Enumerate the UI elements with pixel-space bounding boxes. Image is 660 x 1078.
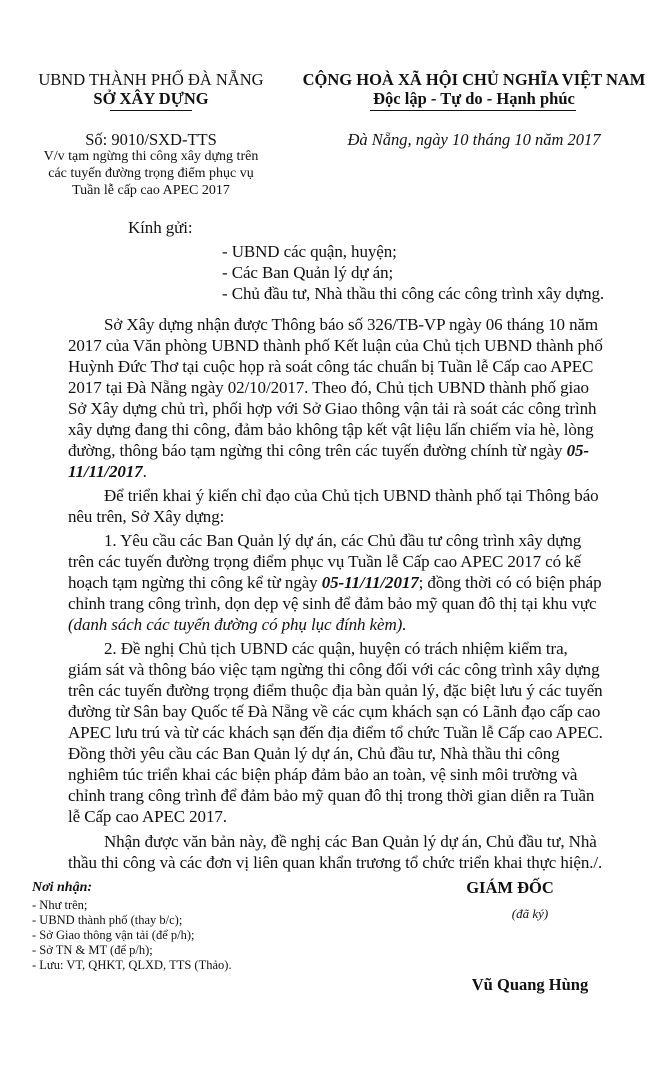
signer-name: Vũ Quang Hùng [471, 975, 589, 994]
subject-line-2: các tuyến đường trọng điểm phục vụ [48, 166, 254, 181]
header-left-underline [110, 110, 192, 111]
item-2-line: trên các tuyến đường trọng điểm thuộc địa bàn quản lý, đặc biệt lưu ý các tuyến [68, 681, 603, 700]
item-2-line: Đồng thời yêu cầu các Ban Quản lý dự án, Chủ đầu tư, Nhà thầu thi công [68, 744, 560, 763]
greeting: Kính gửi: [128, 218, 193, 237]
header-right-underline [370, 110, 576, 111]
subject-line-1: V/v tạm ngừng thi công xây dựng trên [43, 149, 259, 164]
item-1-line: trên các tuyến đường trọng điểm phục vụ Tuần lễ Cấp cao APEC 2017 có kế [68, 552, 581, 571]
paragraph-1-line: xây dựng đang thi công, đảm bảo không tập kết vật liệu lấn chiếm vỉa hè, lòng [68, 420, 594, 439]
paragraph-1-date-start: 05- [566, 441, 589, 460]
receiver-item: - UBND thành phố (thay b/c); [32, 913, 183, 927]
receiver-item: - Như trên; [32, 898, 88, 912]
org-name: UBND THÀNH PHỐ ĐÀ NẴNG [38, 70, 264, 89]
paragraph-1-period: . [142, 462, 147, 481]
paragraph-1-text: đường, thông báo tạm ngừng thi công trên các tuyến đường chính từ ngày [68, 441, 567, 460]
receivers-title: Nơi nhận: [32, 880, 93, 895]
item-1-line [68, 574, 602, 591]
paragraph-1-line [68, 463, 147, 480]
paragraph-1-line: 2017 của Văn phòng UBND thành phố Kết luận của Chủ tịch UBND thành phố [68, 336, 603, 355]
item-2-line: nghiêm túc triển khai các biện pháp đảm bảo an toàn, vệ sinh môi trường và [68, 765, 578, 784]
department-name: SỞ XÂY DỰNG [93, 89, 209, 108]
motto: Độc lập - Tự do - Hạnh phúc [373, 89, 575, 108]
paragraph-1-date-end: 11/11/2017 [68, 462, 143, 481]
item-1-text-cont: ; đồng thời có có biện pháp [418, 573, 602, 592]
item-1-line: chỉnh trang công trình, dọn dẹp vệ sinh để đảm bảo mỹ quan đô thị tại khu vực [68, 594, 597, 613]
paragraph-1-line: 2017 tại Đà Nẵng ngày 02/10/2017. Theo đó, Chủ tịch UBND thành phố giao [68, 378, 589, 397]
item-2-line: 2. Đề nghị Chủ tịch UBND các quận, huyện có trách nhiệm kiểm tra, [104, 639, 568, 658]
subject-line-3: Tuần lễ cấp cao APEC 2017 [72, 183, 230, 198]
recipient-item: - Chủ đầu tư, Nhà thầu thi công các công trình xây dựng. [222, 284, 605, 303]
document-number: Số: 9010/SXD-TTS [85, 130, 217, 149]
receiver-item: - Lưu: VT, QHKT, QLXD, TTS (Thảo). [32, 958, 232, 972]
paragraph-2-line: nêu trên, Sở Xây dựng: [68, 507, 225, 526]
receiver-item: - Sở Giao thông vận tải (để p/h); [32, 928, 195, 942]
receiver-item: - Sở TN & MT (để p/h); [32, 943, 153, 957]
signed-note: (đã ký) [511, 906, 549, 921]
paragraph-1-line: Huỳnh Đức Thơ tại cuộc họp rà soát công tác chuẩn bị Tuần lễ Cấp cao APEC [68, 357, 594, 376]
item-1-text: hoạch tạm ngừng thi công kể từ ngày [68, 573, 322, 592]
item-1-line: 1. Yêu cầu các Ban Quản lý dự án, các Chủ đầu tư công trình xây dựng [104, 531, 582, 550]
item-1-date: 05-11/11/2017 [321, 573, 419, 592]
closing-line: Nhận được văn bản này, đề nghị các Ban Quản lý dự án, Chủ đầu tư, Nhà [104, 832, 597, 851]
item-2-line: lễ Cấp cao APEC 2017. [68, 807, 227, 826]
item-2-line: chỉnh trang công trình để đảm bảo mỹ quan đô thị trong thời gian diễn ra Tuần [68, 786, 595, 805]
recipient-item: - Các Ban Quản lý dự án; [222, 263, 394, 282]
item-2-line: APEC lưu trú và từ các khách sạn đến địa điểm tổ chức Tuần lễ Cấp cao APEC. [68, 723, 603, 742]
item-2-line: đường từ Sân bay Quốc tế Đà Nẵng về các cụm khách sạn có Lãnh đạo cấp cao [68, 702, 601, 721]
paragraph-2-line: Để triển khai ý kiến chỉ đạo của Chủ tịch UBND thành phố tại Thông báo [104, 486, 599, 505]
paragraph-1-line: Sở Xây dựng nhận được Thông báo số 326/TB-VP ngày 06 tháng 10 năm [104, 315, 599, 334]
item-1-appendix-note: (danh sách các tuyến đường có phụ lục đính kèm). [68, 615, 407, 634]
closing-line: thầu thi công và các đơn vị liên quan khẩn trương tổ chức triển khai thực hiện./. [68, 853, 603, 872]
item-2-line: giám sát và thông báo việc tạm ngừng thi công đối với các công trình xây dựng [68, 660, 600, 679]
paragraph-1-line: Sở Xây dựng chủ trì, phối hợp với Sở Giao thông vận tải rà soát các công trình [68, 399, 597, 418]
recipient-item: - UBND các quận, huyện; [222, 242, 397, 261]
paragraph-1-line [68, 442, 589, 459]
place-date: Đà Nẵng, ngày 10 tháng 10 năm 2017 [347, 130, 601, 149]
nation-name: CỘNG HOÀ XÃ HỘI CHỦ NGHĨA VIỆT NAM [302, 70, 646, 89]
signer-title: GIÁM ĐỐC [466, 878, 554, 897]
